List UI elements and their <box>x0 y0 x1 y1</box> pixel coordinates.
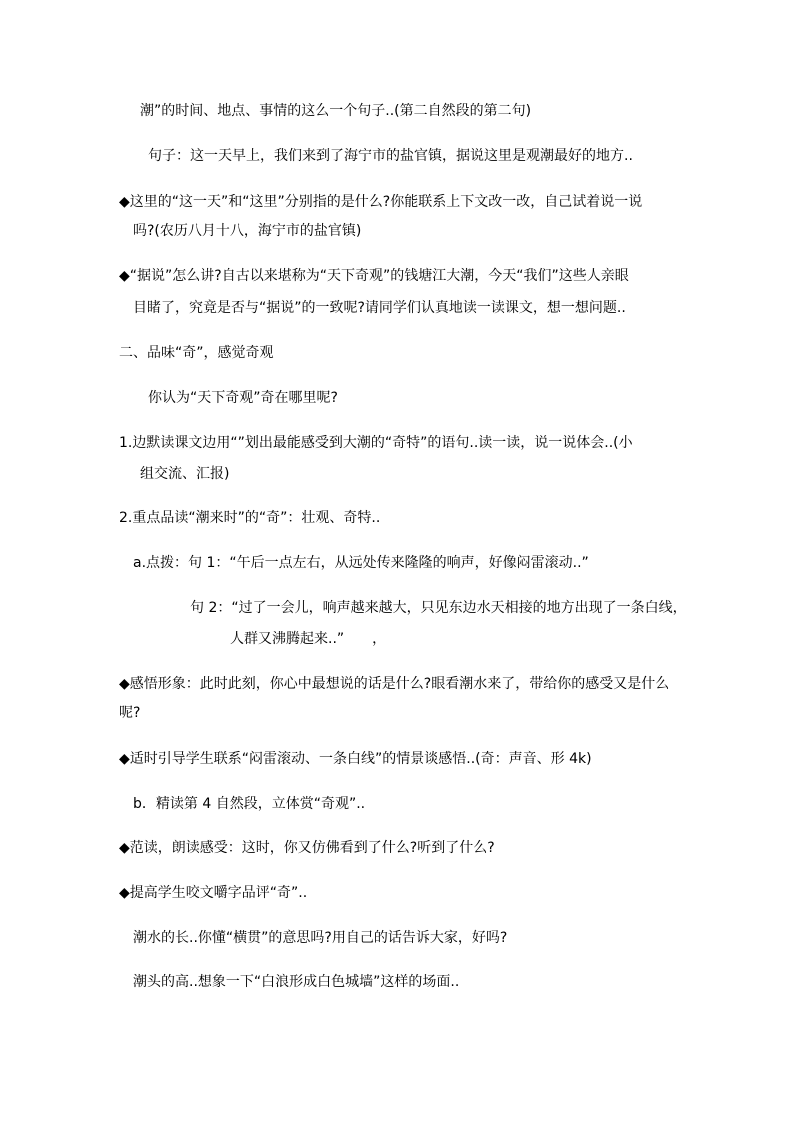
text-line: 句子：这一天早上，我们来到了海宁市的盐官镇，据说这里是观潮最好的地方.. <box>148 148 633 164</box>
text-line: ◆这里的“这一天”和“这里”分别指的是什么?你能联系上下文改一改，自己试着说一说 <box>119 194 643 210</box>
text-line: ◆提高学生咬文嚼字品评“奇”.. <box>119 885 308 901</box>
text-line: 句 2：“过了一会儿，响声越来越大，只见东边水天相接的地方出现了一条白线， <box>190 600 687 616</box>
text-line: 潮水的长..你懂“横贯”的意思吗?用自己的话告诉大家，好吗? <box>133 930 508 946</box>
text-line: 1.边默读课文边用“”划出最能感受到大潮的“奇特”的语句..读一读，说一说体会..(小 <box>119 435 633 451</box>
text-line: 你认为“天下奇观”奇在哪里呢? <box>148 390 338 406</box>
text-line: b．精读第 4 自然段，立体赏“奇观”.. <box>133 796 366 812</box>
text-line: 人群又沸腾起来..” ， <box>230 631 387 647</box>
text-line: ◆“据说”怎么讲?自古以来堪称为“天下奇观”的钱塘江大潮，今天“我们”这些人亲眼 <box>119 268 629 284</box>
text-line: a.点拨：句 1：“午后一点左右，从远处传来隆隆的响声，好像闷雷滚动..” <box>133 555 589 571</box>
text-line: 吗?(农历八月十八，海宁市的盐官镇) <box>133 223 362 239</box>
section-heading: 二、品味“奇”，感觉奇观 <box>119 345 274 361</box>
text-line: ◆范读，朗读感受：这时，你又仿佛看到了什么?听到了什么? <box>119 840 495 856</box>
text-line: 潮”的时间、地点、事情的这么一个句子..(第二自然段的第二句) <box>140 103 532 119</box>
text-line: 2.重点品读“潮来时”的“奇”：壮观、奇特.. <box>119 510 381 526</box>
text-line: ◆适时引导学生联系“闷雷滚动、一条白线”的情景谈感悟..(奇：声音、形 4k) <box>119 751 592 767</box>
text-line: 潮头的高..想象一下“白浪形成白色城墙”这样的场面.. <box>133 974 460 990</box>
text-line: 呢? <box>119 705 141 721</box>
text-line: ◆感悟形象：此时此刻，你心中最想说的话是什么?眼看潮水来了，带给你的感受又是什么 <box>119 676 670 692</box>
text-line: 目睹了，究竟是否与“据说”的一致呢?请同学们认真地读一读课文，想一想问题.. <box>133 300 626 316</box>
text-line: 组交流、汇报) <box>140 466 230 482</box>
